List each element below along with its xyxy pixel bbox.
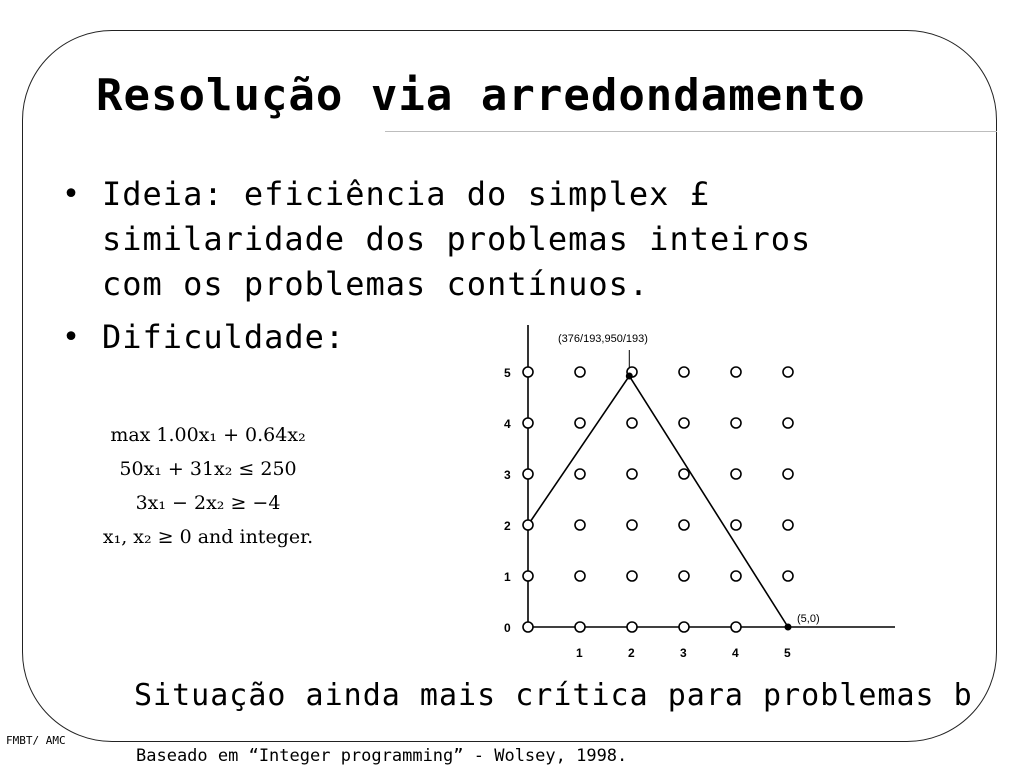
feasible-region-polygon bbox=[528, 376, 788, 627]
x-tick-label: 4 bbox=[732, 646, 739, 660]
lattice-point bbox=[731, 571, 741, 581]
bullet-text-ideia: Ideia: eficiência do simplex £ similaridade dos problemas inteiros com os problemas contínuos. bbox=[102, 175, 812, 303]
bullet-item-ideia bbox=[62, 172, 811, 307]
bullet-dot-icon: • bbox=[62, 177, 82, 212]
lattice-point bbox=[627, 622, 637, 632]
title-underline bbox=[385, 131, 997, 132]
lattice-point bbox=[575, 571, 585, 581]
bullet-text-dificuldade: Dificuldade: bbox=[102, 318, 346, 356]
lattice-point bbox=[783, 367, 793, 377]
lattice-point bbox=[523, 418, 533, 428]
lattice-point bbox=[731, 367, 741, 377]
critical-note: Situação ainda mais crítica para problemas b bbox=[134, 678, 973, 713]
lattice-point bbox=[627, 571, 637, 581]
formula-domain: x₁, x₂ ≥ 0 and integer. bbox=[102, 526, 314, 548]
lattice-point bbox=[575, 520, 585, 530]
y-tick-label: 1 bbox=[504, 570, 511, 584]
x-tick-label: 5 bbox=[784, 646, 791, 660]
axis-ticks bbox=[504, 366, 791, 660]
lattice-point bbox=[523, 520, 533, 530]
lattice-point bbox=[731, 520, 741, 530]
y-tick-label: 5 bbox=[504, 366, 511, 380]
ip-formulation bbox=[88, 418, 328, 554]
lattice-point bbox=[575, 367, 585, 377]
feasible-region-graph bbox=[490, 322, 910, 667]
x-tick-label: 1 bbox=[576, 646, 583, 660]
lp-optimum-point bbox=[626, 372, 633, 379]
lattice-point bbox=[627, 520, 637, 530]
lattice-point bbox=[731, 622, 741, 632]
formula-constraint-2: 3x₁ − 2x₂ ≥ −4 bbox=[135, 492, 281, 514]
y-tick-label: 2 bbox=[504, 519, 511, 533]
lattice-point bbox=[783, 520, 793, 530]
lattice-point bbox=[731, 418, 741, 428]
lattice-point bbox=[679, 469, 689, 479]
corner-label: (5,0) bbox=[797, 613, 820, 625]
lattice-point bbox=[575, 622, 585, 632]
lattice-point bbox=[523, 622, 533, 632]
lattice-point bbox=[783, 469, 793, 479]
y-tick-label: 0 bbox=[504, 621, 511, 635]
bullet-dot-icon: • bbox=[62, 320, 82, 355]
slide-title: Resolução via arredondamento bbox=[96, 70, 866, 121]
lattice-point bbox=[783, 418, 793, 428]
formula-objective: max 1.00x₁ + 0.64x₂ bbox=[110, 424, 306, 446]
y-tick-label: 4 bbox=[504, 417, 511, 431]
lattice-point bbox=[575, 418, 585, 428]
vertex-label: (376/193,950/193) bbox=[558, 333, 648, 345]
y-tick-label: 3 bbox=[504, 468, 511, 482]
lattice-points bbox=[523, 367, 793, 632]
lattice-point bbox=[679, 367, 689, 377]
lattice-point bbox=[679, 418, 689, 428]
lattice-point bbox=[679, 520, 689, 530]
lattice-point bbox=[627, 469, 637, 479]
lattice-point bbox=[523, 367, 533, 377]
footer-author: FMBT/ AMC bbox=[6, 734, 66, 747]
lattice-point bbox=[523, 469, 533, 479]
lattice-point bbox=[731, 469, 741, 479]
x-tick-label: 2 bbox=[628, 646, 635, 660]
lattice-point bbox=[575, 469, 585, 479]
region-boundary bbox=[528, 376, 788, 627]
formula-constraint-1: 50x₁ + 31x₂ ≤ 250 bbox=[119, 458, 297, 480]
lattice-point bbox=[679, 622, 689, 632]
lattice-point bbox=[523, 571, 533, 581]
lattice-point bbox=[783, 571, 793, 581]
corner-point bbox=[785, 624, 792, 631]
lattice-point bbox=[627, 418, 637, 428]
x-tick-label: 3 bbox=[680, 646, 687, 660]
lattice-point bbox=[679, 571, 689, 581]
footer-reference: Baseado em “Integer programming” - Wolsey, 1998. bbox=[136, 746, 628, 766]
